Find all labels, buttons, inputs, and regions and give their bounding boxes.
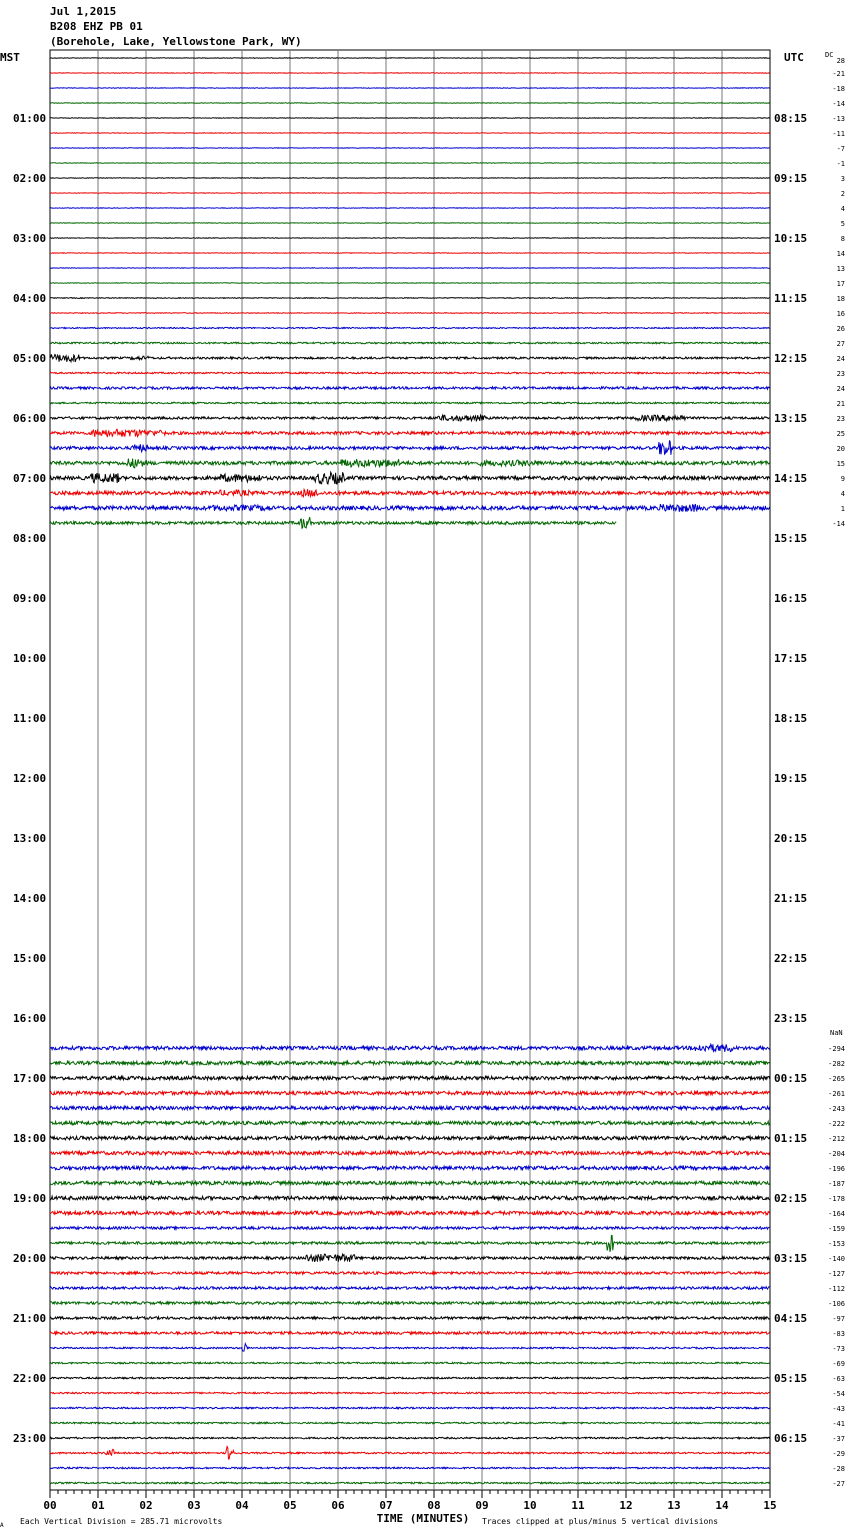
seismic-trace (50, 103, 770, 104)
dc-offset-label: -222 (828, 1120, 845, 1128)
dc-offset-label: 15 (836, 460, 845, 468)
seismic-trace (50, 402, 770, 404)
mst-hour-label: 23:00 (13, 1432, 47, 1445)
seismic-trace (50, 1121, 770, 1125)
right-timezone-label: UTC (784, 51, 804, 64)
dc-offset-label: -83 (832, 1330, 845, 1338)
dc-offset-label: 13 (836, 265, 845, 273)
seismic-trace (50, 1196, 770, 1200)
seismic-trace (50, 1211, 770, 1215)
x-tick-label: 08 (427, 1499, 441, 1512)
dc-offset-label: 17 (836, 280, 845, 288)
dc-offset-label: -18 (832, 85, 845, 93)
dc-offset-label: -14 (832, 520, 845, 528)
x-axis-title: TIME (MINUTES) (376, 1512, 470, 1525)
seismic-trace (50, 1344, 770, 1352)
dc-offset-label: 23 (836, 370, 845, 378)
utc-hour-label: 05:15 (774, 1372, 808, 1385)
seismic-trace (50, 163, 770, 164)
dc-offset-label: -13 (832, 115, 845, 123)
seismic-trace (50, 238, 770, 239)
x-tick-label: 07 (379, 1499, 393, 1512)
mst-hour-label: 05:00 (13, 352, 47, 365)
dc-offset-label: 4 (840, 490, 845, 498)
mst-hour-label: 14:00 (13, 892, 47, 905)
seismic-trace (50, 429, 770, 437)
seismic-trace (50, 1272, 770, 1275)
dc-offset-label: -204 (828, 1150, 845, 1158)
dc-offset-label: -43 (832, 1405, 845, 1413)
seismic-trace (50, 1467, 770, 1469)
seismic-trace (50, 327, 770, 328)
seismic-trace (50, 1446, 770, 1458)
dc-offset-label: -196 (828, 1165, 845, 1173)
mst-hour-label: 19:00 (13, 1192, 47, 1205)
dc-offset-label: 20 (836, 445, 845, 453)
mst-hour-label: 13:00 (13, 832, 47, 845)
seismic-trace (50, 1254, 770, 1262)
seismic-trace (50, 415, 770, 421)
utc-hour-label: 11:15 (774, 292, 808, 305)
dc-offset-label: -265 (828, 1075, 845, 1083)
seismic-trace (50, 253, 770, 254)
seismic-trace (50, 88, 770, 89)
seismic-trace (50, 283, 770, 284)
seismic-trace (50, 1061, 770, 1065)
dc-offset-label: -21 (832, 70, 845, 78)
x-tick-label: 06 (331, 1499, 345, 1512)
mst-hour-label: 03:00 (13, 232, 47, 245)
utc-hour-label: 02:15 (774, 1192, 808, 1205)
utc-hour-label: 08:15 (774, 112, 808, 125)
station-title: B208 EHZ PB 01 (50, 20, 143, 33)
dc-label: DC (825, 51, 834, 59)
mst-hour-label: 04:00 (13, 292, 47, 305)
dc-offset-label: -29 (832, 1450, 845, 1458)
seismic-trace (50, 1151, 770, 1155)
dc-offset-label: 4 (840, 205, 845, 213)
seismic-trace (50, 298, 770, 299)
x-tick-label: 05 (283, 1499, 297, 1512)
dc-offset-label: -54 (832, 1390, 845, 1398)
utc-hour-label: 15:15 (774, 532, 808, 545)
seismic-trace (50, 268, 770, 269)
seismic-trace (50, 1227, 770, 1230)
dc-offset-label: -164 (828, 1210, 845, 1218)
mst-hour-label: 01:00 (13, 112, 47, 125)
dc-offset-label: -140 (828, 1255, 845, 1263)
x-tick-label: 04 (235, 1499, 249, 1512)
seismic-trace (50, 1181, 770, 1185)
mst-hour-label: 06:00 (13, 412, 47, 425)
dc-offset-label: 8 (840, 235, 845, 243)
seismic-trace (50, 489, 770, 496)
dc-offset-label: -14 (832, 100, 845, 108)
utc-hour-label: 01:15 (774, 1132, 808, 1145)
dc-offset-label: 25 (836, 430, 845, 438)
dc-offset-label: -27 (832, 1480, 845, 1488)
dc-offset-label: -153 (828, 1240, 845, 1248)
x-tick-label: 10 (523, 1499, 537, 1512)
mst-hour-label: 11:00 (13, 712, 47, 725)
utc-hour-label: 06:15 (774, 1432, 808, 1445)
seismic-trace (50, 1136, 770, 1140)
dc-offset-label: 24 (836, 385, 845, 393)
location-title: (Borehole, Lake, Yellowstone Park, WY) (50, 35, 302, 48)
seismic-trace (50, 1407, 770, 1409)
x-tick-label: 14 (715, 1499, 729, 1512)
dc-offset-label: -294 (828, 1045, 845, 1053)
seismic-trace (50, 504, 770, 512)
seismic-trace (50, 517, 616, 528)
vertical-division-note: Each Vertical Division = 285.71 microvolts (20, 1517, 223, 1526)
dc-offset-label: 1 (840, 505, 845, 513)
seismic-trace (50, 193, 770, 194)
seismic-trace (50, 1362, 770, 1364)
seismic-trace (50, 1235, 770, 1251)
seismic-trace (50, 1317, 770, 1320)
dc-offset-label: 18 (836, 295, 845, 303)
dc-offset-label: -127 (828, 1270, 845, 1278)
seismic-trace (50, 1437, 770, 1439)
clip-note: Traces clipped at plus/minus 5 vertical divisions (482, 1517, 719, 1526)
dc-offset-label: -7 (836, 145, 845, 153)
dc-offset-label: -282 (828, 1060, 845, 1068)
seismic-trace (50, 354, 770, 362)
utc-hour-label: 17:15 (774, 652, 808, 665)
dc-offset-label: 26 (836, 325, 845, 333)
x-tick-label: 11 (571, 1499, 585, 1512)
left-timezone-label: MST (0, 51, 20, 64)
utc-hour-label: 03:15 (774, 1252, 808, 1265)
x-tick-label: 12 (619, 1499, 633, 1512)
seismic-trace (50, 58, 770, 59)
dc-offset-label: 9 (840, 475, 845, 483)
dc-offset-label: -106 (828, 1300, 845, 1308)
seismic-trace (50, 1377, 770, 1379)
x-tick-label: 01 (91, 1499, 105, 1512)
dc-offset-label: -212 (828, 1135, 845, 1143)
utc-hour-label: 19:15 (774, 772, 808, 785)
seismic-trace (50, 148, 770, 149)
mst-hour-label: 09:00 (13, 592, 47, 605)
seismic-trace (50, 342, 770, 344)
seismic-trace (50, 1482, 770, 1484)
mst-hour-label: 07:00 (13, 472, 47, 485)
dc-offset-label: -243 (828, 1105, 845, 1113)
seismic-trace (50, 1332, 770, 1335)
dc-offset-label: 28 (836, 57, 845, 65)
mst-hour-label: 15:00 (13, 952, 47, 965)
utc-hour-label: 14:15 (774, 472, 808, 485)
seismic-trace (50, 133, 770, 134)
x-tick-label: 00 (43, 1499, 57, 1512)
mst-hour-label: 20:00 (13, 1252, 47, 1265)
dc-offset-label: 16 (836, 310, 845, 318)
x-tick-label: 09 (475, 1499, 489, 1512)
dc-offset-label: -261 (828, 1090, 845, 1098)
mst-hour-label: 10:00 (13, 652, 47, 665)
seismic-trace (50, 472, 770, 484)
seismic-trace (50, 118, 770, 119)
utc-hour-label: 16:15 (774, 592, 808, 605)
dc-offset-label: 14 (836, 250, 845, 258)
mst-hour-label: 08:00 (13, 532, 47, 545)
x-tick-label: 13 (667, 1499, 681, 1512)
dc-offset-label: -41 (832, 1420, 845, 1428)
seismic-trace (50, 73, 770, 74)
dc-offset-label: 23 (836, 415, 845, 423)
seismic-trace (50, 1166, 770, 1170)
seismic-trace (50, 372, 770, 374)
seismic-trace (50, 1106, 770, 1110)
dc-offset-label: 21 (836, 400, 845, 408)
dc-offset-label: -73 (832, 1345, 845, 1353)
utc-hour-label: 00:15 (774, 1072, 808, 1085)
dc-offset-label: 24 (836, 355, 845, 363)
utc-hour-label: 18:15 (774, 712, 808, 725)
utc-hour-label: 22:15 (774, 952, 808, 965)
dc-offset-label: -69 (832, 1360, 845, 1368)
dc-offset-label: -28 (832, 1465, 845, 1473)
seismic-trace (50, 1091, 770, 1095)
utc-hour-label: 04:15 (774, 1312, 808, 1325)
utc-hour-label: 21:15 (774, 892, 808, 905)
seismic-trace (50, 1422, 770, 1424)
utc-hour-label: 12:15 (774, 352, 808, 365)
mst-hour-label: 12:00 (13, 772, 47, 785)
mst-hour-label: 17:00 (13, 1072, 47, 1085)
seismic-trace (50, 178, 770, 179)
seismic-trace (50, 1392, 770, 1394)
utc-hour-label: 23:15 (774, 1012, 808, 1025)
mst-hour-label: 22:00 (13, 1372, 47, 1385)
x-tick-label: 02 (139, 1499, 153, 1512)
utc-hour-label: 10:15 (774, 232, 808, 245)
dc-offset-label: -63 (832, 1375, 845, 1383)
mst-hour-label: 02:00 (13, 172, 47, 185)
seismic-trace (50, 223, 770, 224)
seismic-trace (50, 387, 770, 389)
mst-hour-label: 16:00 (13, 1012, 47, 1025)
dc-offset-label: 2 (840, 190, 845, 198)
dc-offset-label: 5 (840, 220, 845, 228)
dc-offset-label: -97 (832, 1315, 845, 1323)
footer-mark: A (0, 1522, 4, 1529)
nan-label: NaN (830, 1029, 843, 1037)
seismic-trace (50, 459, 770, 468)
dc-offset-label: -1 (836, 160, 845, 168)
seismic-trace (50, 440, 770, 454)
mst-hour-label: 21:00 (13, 1312, 47, 1325)
seismic-trace (50, 1044, 770, 1052)
utc-hour-label: 13:15 (774, 412, 808, 425)
dc-offset-label: -187 (828, 1180, 845, 1188)
dc-offset-label: -11 (832, 130, 845, 138)
seismic-trace (50, 1287, 770, 1290)
dc-offset-label: -178 (828, 1195, 845, 1203)
seismic-trace (50, 1302, 770, 1305)
dc-offset-label: -37 (832, 1435, 845, 1443)
dc-offset-label: 3 (840, 175, 845, 183)
x-tick-label: 15 (763, 1499, 777, 1512)
dc-offset-label: -159 (828, 1225, 845, 1233)
seismic-trace (50, 313, 770, 314)
seismic-trace (50, 1076, 770, 1080)
utc-hour-label: 09:15 (774, 172, 808, 185)
mst-hour-label: 18:00 (13, 1132, 47, 1145)
dc-offset-label: -112 (828, 1285, 845, 1293)
date-title: Jul 1,2015 (50, 5, 117, 18)
utc-hour-label: 20:15 (774, 832, 808, 845)
x-tick-label: 03 (187, 1499, 201, 1512)
dc-offset-label: 27 (836, 340, 845, 348)
seismic-trace (50, 208, 770, 209)
